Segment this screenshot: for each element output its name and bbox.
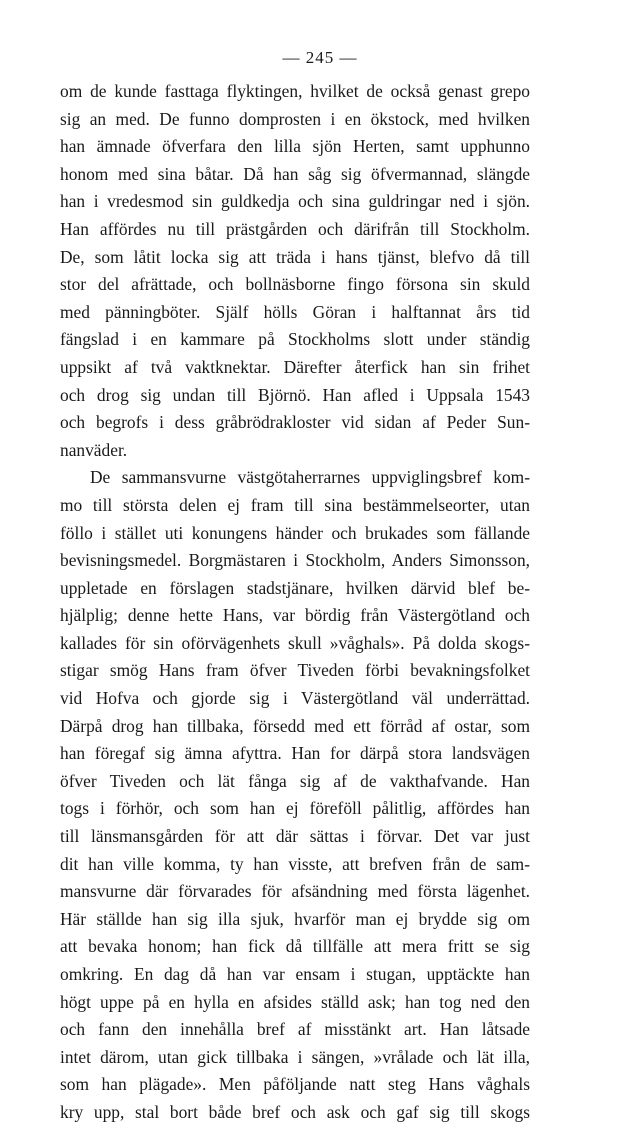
text-line: intet därom, utan gick tillbaka i sängen, »vrålade och lät illa, (60, 1046, 530, 1067)
text-line: högt uppe på en hylla en afsides ställd ask; han tog ned den (60, 991, 530, 1012)
text-line: omkring. En dag då han var ensam i stugan, upptäckte han (60, 964, 530, 984)
text-line: fängslad i en kammare på Stockholms slott under ständig (60, 329, 530, 350)
text-line: stigar smög Hans fram öfver Tiveden förbi bevakningsfolket (60, 660, 530, 681)
text-line: nanväder. (60, 439, 128, 460)
text-line: Därpå drog han tillbaka, försedd med ett förråd af ostar, som (60, 715, 530, 736)
body-text (60, 78, 530, 1127)
paragraph (60, 464, 530, 1126)
text-line: De sammansvurne västgötaherrarnes uppviglingsbref kom- (90, 467, 530, 488)
text-line: han föregaf sig ämna afyttra. Han for därpå stora landsvägen (60, 743, 530, 764)
text-line: föllo i stället uti konungens händer och brukades som fällande (60, 522, 530, 543)
text-line: med pänningböter. Själf hölls Göran i halftannat års tid (60, 301, 530, 322)
text-line: han ämnade öfverfara den lilla sjön Herten, samt upphunno (60, 136, 530, 157)
text-line: till länsmansgården för att där sättas i förvar. Det var just (60, 826, 530, 847)
text-line: uppletade en förslagen stadstjänare, hvilken därvid blef be- (60, 577, 530, 598)
text-line: och begrofs i dess gråbrödrakloster vid sidan af Peder Sun- (60, 412, 530, 433)
text-line: bevisningsmedel. Borgmästaren i Stockholm, Anders Simonsson, (60, 550, 530, 571)
text-line: om de kunde fasttaga flyktingen, hvilket de också genast grepo (60, 81, 530, 101)
text-line: De, som låtit locka sig att träda i hans tjänst, blefvo då till (60, 246, 530, 267)
text-line: stor del afrättade, och bollnäsborne fingo försona sin skuld (60, 274, 530, 295)
text-line: togs i förhör, och som han ej föreföll pålitlig, affördes han (60, 798, 530, 819)
text-line: och fann den innehålla bref af misstänkt art. Han låtsade (60, 1019, 530, 1040)
text-line: honom med sina båtar. Då han såg sig öfvermannad, slängde (60, 163, 530, 184)
text-line: sig an med. De funno domprosten i en ökstock, med hvilken (60, 108, 530, 129)
text-line: mo till största delen ej fram till sina bestämmelseorter, utan (60, 494, 530, 515)
text-line: öfver Tiveden och lät fånga sig af de vakthafvande. Han (60, 770, 530, 791)
text-line: som han plägade». Men påföljande natt steg Hans våghals (60, 1074, 530, 1095)
text-line: mansvurne där förvarades för afsändning med första lägenhet. (60, 881, 530, 902)
text-line: vid Hofva och gjorde sig i Västergötland väl underrättad. (60, 688, 530, 709)
text-line: Han affördes nu till prästgården och därifrån till Stockholm. (60, 218, 530, 239)
text-line: kallades för sin oförvägenhets skull »våghals». På dolda skogs- (60, 632, 530, 653)
text-line: dit han ville komma, ty han visste, att brefven från de sam- (60, 853, 530, 874)
text-line: han i vredesmod sin guldkedja och sina guldringar ned i sjön. (60, 191, 530, 212)
text-line: hjälplig; denne hette Hans, var bördig från Västergötland och (60, 605, 530, 626)
paragraph (60, 78, 530, 464)
page-number: — 245 — (282, 48, 358, 67)
text-line: kry upp, stal bort både bref och ask och gaf sig till skogs (60, 1101, 530, 1122)
text-line: och drog sig undan till Björnö. Han afled i Uppsala 1543 (60, 384, 530, 405)
text-line: att bevaka honom; han fick då tillfälle att mera fritt se sig (60, 936, 530, 957)
text-line: Här ställde han sig illa sjuk, hvarför man ej brydde sig om (60, 908, 530, 929)
text-line: uppsikt af två vaktknektar. Därefter återfick han sin frihet (60, 356, 530, 377)
